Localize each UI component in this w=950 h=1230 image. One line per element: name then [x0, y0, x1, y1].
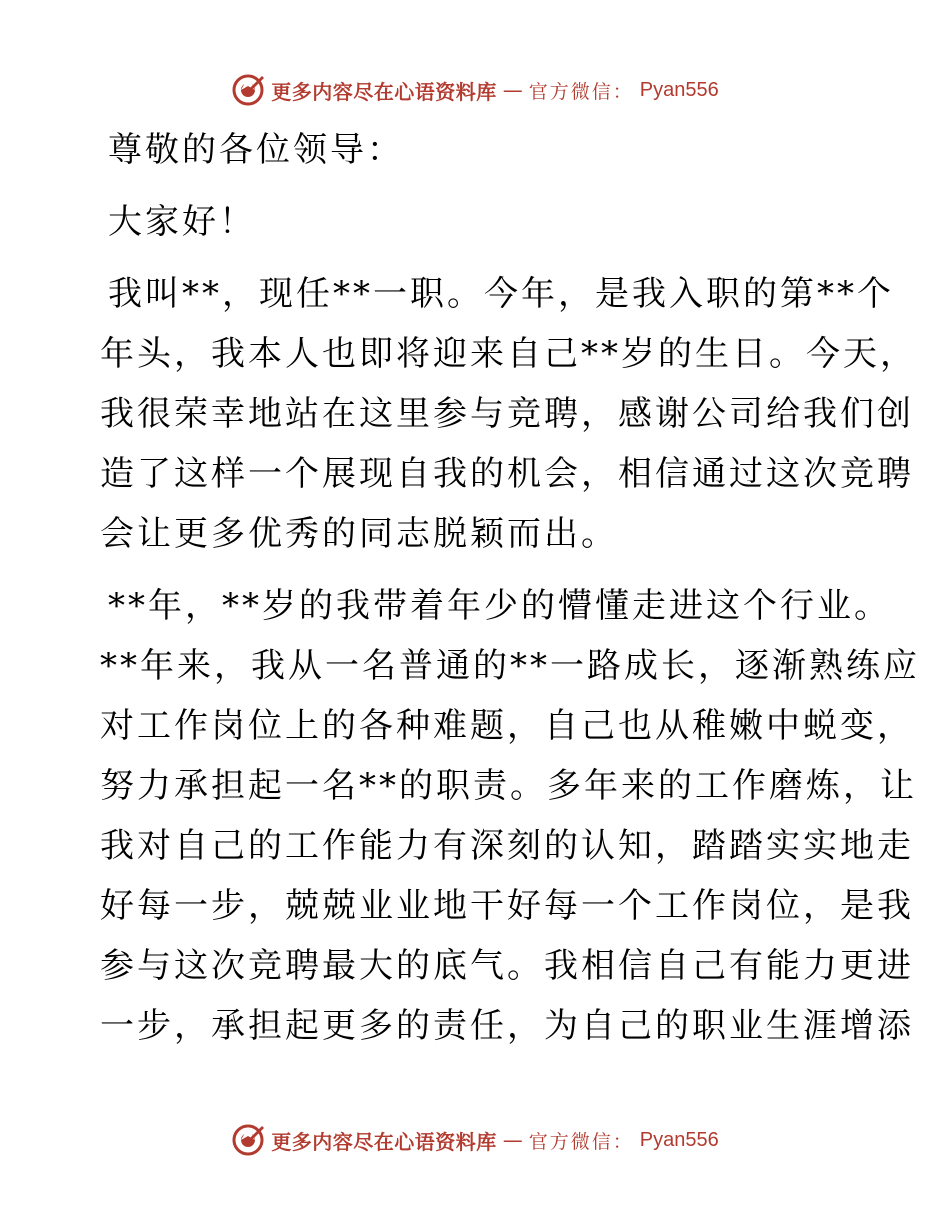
- banner-wechat-label: 官方微信：: [528, 80, 634, 103]
- banner-wechat-id: Pyan556: [639, 1128, 719, 1151]
- paragraph-line: 参与这次竞聘最大的底气。我相信自己有能力更进: [100, 946, 914, 986]
- banner-wechat-id: Pyan556: [639, 78, 719, 101]
- paragraph-line: **年，**岁的我带着年少的懵懂走进这个行业。: [108, 586, 891, 626]
- paragraph-line: 一步，承担起更多的责任，为自己的职业生涯增添: [100, 1006, 914, 1046]
- paragraph-line: 努力承担起一名**的职责。多年来的工作磨炼，让: [100, 766, 917, 806]
- document-body: [100, 120, 920, 1056]
- pen-nib-logo-icon: [231, 73, 265, 107]
- banner-wechat-label: 官方微信：: [528, 1130, 634, 1153]
- greeting: 大家好！: [108, 202, 256, 242]
- paragraph-line: 我很荣幸地站在这里参与竞聘，感谢公司给我们创: [100, 394, 914, 434]
- paragraph-line: 造了这样一个展现自我的机会，相信通过这次竞聘: [100, 454, 914, 494]
- paragraph-line: 我叫**，现任**一职。今年，是我入职的第**个: [108, 274, 894, 314]
- banner-separator: —: [502, 78, 523, 102]
- salutation: 尊敬的各位领导：: [108, 130, 404, 170]
- header-banner: [0, 70, 950, 110]
- banner-brand-text: 更多内容尽在心语资料库: [271, 1129, 497, 1154]
- paragraph-line: **年来，我从一名普通的**一路成长，逐渐熟练应: [100, 646, 920, 686]
- paragraph-line: 会让更多优秀的同志脱颖而出。: [100, 514, 618, 554]
- banner-brand-text: 更多内容尽在心语资料库: [271, 79, 497, 104]
- paragraph-line: 我对自己的工作能力有深刻的认知，踏踏实实地走: [100, 826, 914, 866]
- paragraph-line: 年头，我本人也即将迎来自己**岁的生日。今天，: [100, 334, 917, 374]
- paragraph-2: [100, 576, 920, 1056]
- footer-banner: [0, 1120, 950, 1160]
- paragraph-line: 对工作岗位上的各种难题，自己也从稚嫩中蜕变，: [100, 706, 914, 746]
- banner-separator: —: [502, 1128, 523, 1152]
- pen-nib-logo-icon: [231, 1123, 265, 1157]
- paragraph-1: [100, 264, 917, 564]
- paragraph-line: 好每一步，兢兢业业地干好每一个工作岗位，是我: [100, 886, 914, 926]
